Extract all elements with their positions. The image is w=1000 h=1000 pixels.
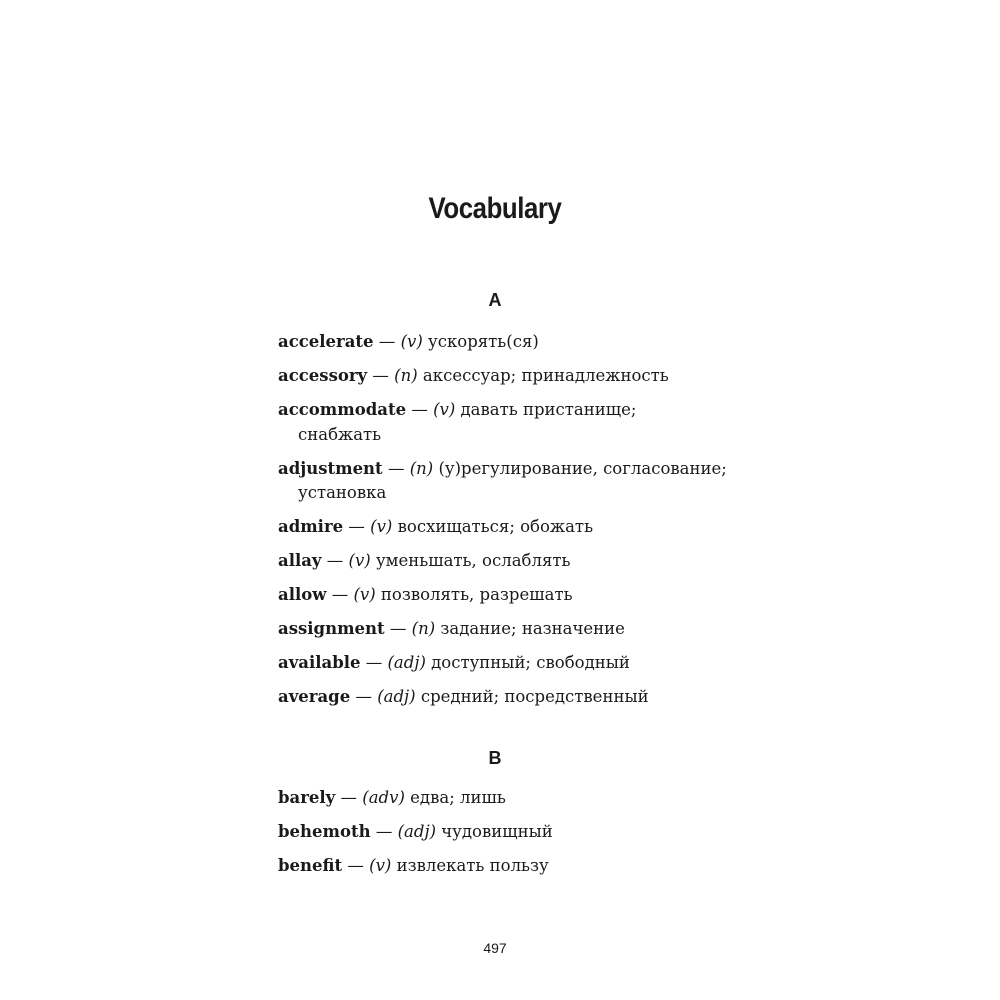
entry-definition: давать пристанище;	[460, 400, 637, 419]
entry-word: benefit	[278, 856, 343, 875]
page-title: Vocabulary	[428, 192, 562, 226]
entry-available	[278, 651, 738, 676]
entry-pos: (n)	[409, 458, 434, 478]
entry-pos: (adj)	[397, 822, 437, 841]
entry-definition-continuation: снабжать	[298, 424, 382, 444]
section-letter-a: A	[488, 290, 502, 310]
entry-word: average	[278, 687, 351, 706]
entry-word: adjustment	[278, 458, 383, 478]
entry-dash: —	[372, 366, 389, 385]
entry-pos: (v)	[400, 332, 423, 351]
entry-allow	[278, 583, 738, 608]
entry-definition: извлекать пользу	[396, 856, 549, 875]
entry-pos: (v)	[369, 856, 392, 875]
entry-pos: (v)	[353, 585, 376, 604]
entry-benefit	[278, 854, 738, 879]
entry-dash: —	[340, 788, 358, 807]
page-number: 497	[483, 940, 507, 956]
entry-dash: —	[387, 458, 405, 478]
entry-word: allow	[278, 585, 327, 604]
entry-pos: (adj)	[387, 653, 426, 672]
entry-dash: —	[326, 551, 344, 570]
entry-list-b	[278, 786, 738, 888]
entry-definition: задание; назначение	[440, 619, 625, 638]
entry-definition: аксессуар; принадлежность	[422, 366, 669, 385]
entry-dash: —	[378, 332, 396, 351]
section-letter-b: B	[488, 748, 502, 768]
entry-dash: —	[348, 517, 365, 536]
entry-pos: (n)	[411, 619, 436, 638]
entry-behemoth	[278, 820, 738, 845]
entry-definition: ускорять(ся)	[428, 332, 539, 351]
entry-dash: —	[375, 822, 393, 841]
entry-pos: (n)	[394, 366, 418, 385]
entry-word: allay	[278, 551, 322, 570]
entry-definition: уменьшать, ослаблять	[375, 551, 571, 570]
entry-pos: (v)	[348, 551, 371, 570]
entry-dash: —	[347, 856, 364, 875]
entry-list-a	[278, 330, 738, 719]
entry-accelerate	[278, 330, 738, 355]
entry-barely	[278, 786, 738, 811]
entry-word: available	[278, 653, 361, 672]
entry-pos: (adv)	[362, 788, 405, 807]
entry-definition: доступный; свободный	[431, 653, 630, 672]
entry-dash: —	[365, 653, 383, 672]
entry-word: accommodate	[278, 400, 407, 419]
entry-word: barely	[278, 788, 336, 807]
entry-definition: (у)регулирование, согласование;	[438, 458, 727, 478]
entry-word: accessory	[278, 366, 368, 385]
entry-dash: —	[389, 619, 407, 638]
entry-word: accelerate	[278, 332, 374, 351]
entry-definition: едва; лишь	[410, 788, 506, 807]
entry-allay	[278, 549, 738, 574]
entry-assignment	[278, 617, 738, 642]
entry-pos: (adj)	[377, 687, 416, 706]
entry-accommodate	[278, 398, 738, 447]
entry-word: behemoth	[278, 822, 371, 841]
entry-word: assignment	[278, 619, 385, 638]
entry-definition: чудовищный	[441, 822, 553, 841]
entry-admire	[278, 515, 738, 540]
entry-accessory	[278, 364, 738, 389]
entry-word: admire	[278, 517, 344, 536]
entry-pos: (v)	[433, 400, 456, 419]
entry-definition: средний; посредственный	[420, 687, 649, 706]
entry-average	[278, 685, 738, 710]
entry-adjustment	[278, 457, 738, 506]
entry-dash: —	[355, 687, 372, 706]
entry-definition: позволять, разрешать	[380, 585, 573, 604]
entry-pos: (v)	[370, 517, 393, 536]
entry-definition: восхищаться; обожать	[397, 517, 594, 536]
entry-definition-continuation: установка	[298, 483, 387, 502]
entry-dash: —	[411, 400, 428, 419]
entry-dash: —	[331, 585, 349, 604]
